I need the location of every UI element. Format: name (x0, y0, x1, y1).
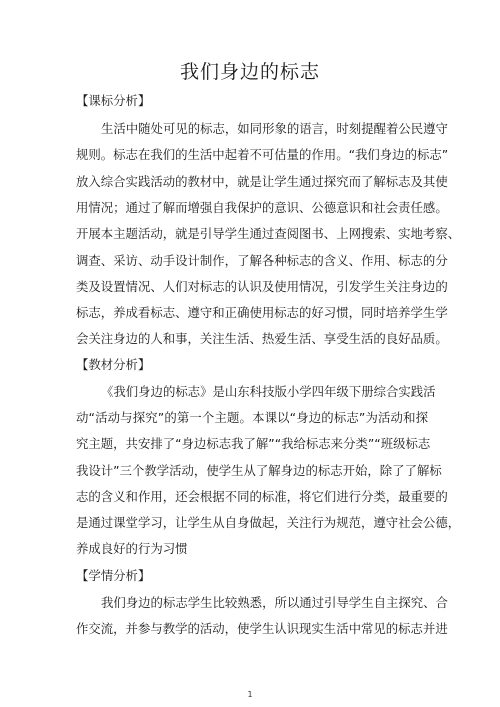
page-number: 1 (247, 690, 253, 699)
section-heading-textbook: 【教材分析】 (76, 357, 151, 372)
page-title: 我们身边的标志 (179, 61, 320, 83)
paragraph-line: 究主题，共安排了“身边标志我了解”“我给标志来分类”“班级标志 (76, 436, 431, 451)
section-heading-curriculum: 【课标分析】 (76, 93, 151, 108)
paragraph-line: 动“活动与探究”的第一个主题。本课以“身边的标志”为活动和探 (76, 410, 428, 425)
paragraph-line: 生活中随处可见的标志，如同形象的语言，时刻提醒着公民遵守 (101, 121, 448, 136)
section-heading-students: 【学情分析】 (76, 568, 151, 583)
paragraph-line: 类及设置情况、人们对标志的认识及使用情况，引发学生关注身边的 (76, 279, 448, 294)
paragraph-line: 志的含义和作用，还会根据不同的标准，将它们进行分类，最重要的 (76, 489, 448, 504)
paragraph-line: 标志，养成看标志、遵守和正确使用标志的好习惯，同时培养学生学 (76, 305, 448, 320)
paragraph-line: 是通过课堂学习，让学生从自身做起，关注行为规范，遵守社会公德， (76, 515, 461, 530)
paragraph-line: 作交流，并参与教学的活动，使学生认识现实生活中常见的标志并进 (76, 621, 448, 636)
paragraph-line: 开展本主题活动，就是引导学生通过查阅图书、上网搜索、实地考察、 (76, 226, 461, 241)
paragraph-line: 放入综合实践活动的教材中，就是让学生通过探究而了解标志及其使 (76, 174, 448, 189)
paragraph-line: 养成良好的行为习惯 (76, 541, 188, 556)
paragraph-line: 《我们身边的标志》是山东科技版小学四年级下册综合实践活 (101, 384, 436, 399)
paragraph-line: 调查、采访、动手设计制作，了解各种标志的含义、作用、标志的分 (76, 253, 448, 268)
paragraph-line: 规则。标志在我们的生活中起着不可估量的作用。“我们身边的标志” (76, 147, 449, 162)
paragraph-line: 用情况；通过了解而增强自我保护的意识、公德意识和社会责任感。 (76, 200, 448, 215)
paragraph-line: 会关注身边的人和事，关注生活、热爱生活、享受生活的良好品质。 (76, 331, 448, 346)
paragraph-line: 我设计”三个教学活动，使学生从了解身边的标志开始，除了了解标 (76, 463, 442, 478)
paragraph-line: 我们身边的标志学生比较熟悉，所以通过引导学生自主探究、合 (101, 595, 448, 610)
